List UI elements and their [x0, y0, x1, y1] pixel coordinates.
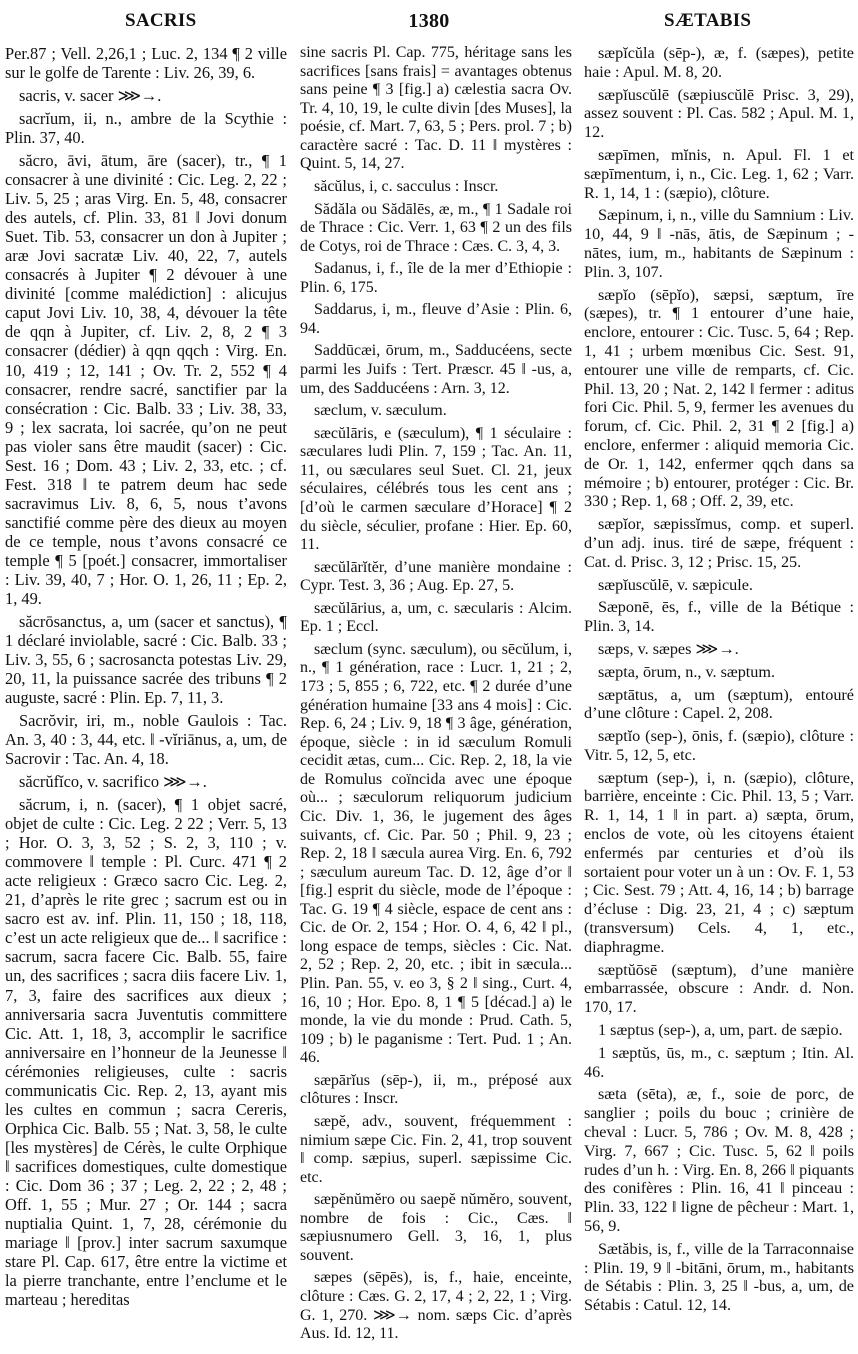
dictionary-entry: sæclum, v. sæculum. — [314, 402, 447, 420]
dictionary-entry: sæpĕnŭmĕro ou saepĕ nŭmĕro, souvent, nombre de fois : Cic., Cæs. ‖ sæpiusnumero Gell. 3, 16, 1, plus souvent. — [300, 1191, 572, 1264]
dictionary-entry: sæcŭlārius, a, um, c. sæcularis : Alcim. Ep. 1 ; Eccl. — [300, 599, 572, 636]
dictionary-entry: sæpīmen, mĭnis, n. Apul. Fl. 1 et sæpīmentum, i, n., Cic. Leg. 1, 62 ; Varr. R. 1, 14, 1 : (sæpio), clôture. — [584, 145, 854, 202]
dictionary-entry: Sadanus, i, f., île de la mer d’Ethiopie : Plin. 6, 175. — [300, 260, 572, 296]
dictionary-entry: sæpes (sēpēs), is, f., haie, enceinte, clôture : Cæs. G. 2, 17, 4 ; 2, 22, 1 ; Virg. G. 1, 270. ⋙→ nom. sæps Cic. d’après Aus. Id. 12, 11. — [300, 1269, 572, 1343]
dictionary-entry: sæpĭo (sēpĭo), sæpsi, sæptum, īre (sæpes), tr. ¶ 1 entourer d’une haie, enclore, entourer : Cic. Tusc. 5, 64 ; Rep. 1, 41 ; urbem mœnibus Cic. Sest. 91, entourer une ville de remparts, cf. Cic. Phil. 13, 20 ; Nat. 2, 142 ‖ fermer : aditus fori Cic. Phil. 5, 9, fermer les avenues du forum, cf. Cic. Phil. 2, 31 ¶ 2 [fig.] a) enclore, enfermer : aliquid memoria Cic. de Or. 1, 142, enfermer qqch dans sa mémoire ; b) entourer, protéger : Cic. Br. 330 ; Rep. 1, 68 ; Off. 2, 39, etc. — [584, 285, 854, 511]
dictionary-entry: sæptĭo (sep-), ōnis, f. (sæpio), clôture : Vitr. 5, 12, 5, etc. — [584, 727, 854, 764]
column-1 — [5, 44, 287, 1313]
dictionary-entry: sæta (sēta), æ, f., soie de porc, de sanglier ; poils du bouc ; crinière de cheval : Lucr. 5, 786 ; Ov. M. 8, 428 ; Virg. 7, 667 ; Cic. Tusc. 5, 62 ‖ poils rudes d’un h. : Virg. En. 8, 266 ‖ piquants des conifères : Plin. 16, 41 ‖ pinceau : Plin. 33, 122 ‖ ligne de pêcheur : Mart. 1, 56, 9. — [584, 1085, 854, 1236]
dictionary-entry: sæptātus, a, um (sæptum), entouré d’une clôture : Capel. 2, 208. — [584, 685, 854, 723]
running-head-right: SÆTABIS — [664, 10, 752, 31]
dictionary-entry: sæpĕ, adv., souvent, fréquemment : nimium sæpe Cic. Fin. 2, 41, trop souvent ‖ comp. sæpius, superl. sæpissime Cic. etc. — [300, 1112, 572, 1186]
dictionary-entry: Per.87 ; Vell. 2,26,1 ; Luc. 2, 134 ¶ 2 ville sur le golfe de Tarente : Liv. 26, 39, 6. — [5, 44, 287, 83]
dictionary-entry: Sacrŏvir, iri, m., noble Gaulois : Tac. An. 3, 40 : 3, 44, etc. ‖ -vĭriānus, a, um, de Sacrovir : Tac. An. 4, 18. — [5, 711, 287, 769]
dictionary-entry: sæpārĭus (sēp-), ii, m., préposé aux clôtures : Inscr. — [300, 1071, 572, 1108]
dictionary-entry: Sæponē, ēs, f., ville de la Bétique : Plin. 3, 14. — [584, 598, 854, 636]
page-number: 1380 — [408, 10, 450, 32]
dictionary-entry: săcro, āvi, ātum, āre (sacer), tr., ¶ 1 consacrer à une divinité : Cic. Leg. 2, 22 ; Liv. 5, 25 ; aras Virg. En. 5, 48, consacrer des autels, cf. Plin. 33, 81 ‖ Jovi donum Suet. Tib. 53, consacrer un don à Jupiter ; aræ Jovi sacratæ Liv. 40, 22, 7, autels consacrés à Jupiter ¶ 2 dévouer à une divinité [comme malédiction] : alicujus caput Jovi Liv. 10, 38, 4, dévouer la tête de qqn à Jupiter, cf. Liv. 2, 8, 2 ¶ 3 consacrer (dédier) à qqn qqch : Virg. En. 10, 419 ; 12, 141 ; Ov. Tr. 2, 552 ¶ 4 consacrer, rendre sacré, sanctifier par la consécration : Cic. Balb. 33 ; Liv. 38, 33, 9 ; lex sacrata, loi sacrée, qu’on ne peut pas violer sans être maudit (sacer) : Cic. Sest. 16 ; Dom. 43 ; Liv. 2, 33, etc. ; cf. Fest. 318 ‖ te patrem deum hac sede sacravimus Liv. 8, 6, 5, nous t’avons sanctifié comme père des dieux au moyen de ce temple, nous t’avons consacré ce temple ¶ 5 [poét.] consacrer, immortaliser : Liv. 39, 40, 7 ; Hor. O. 1, 26, 11 ; Ep. 2, 1, 49. — [5, 151, 287, 608]
dictionary-entry: sæptŭōsē (sæptum), d’une manière embarrassée, obscure : Andr. d. Non. 170, 17. — [584, 960, 854, 1017]
running-head-left: SACRIS — [125, 10, 197, 31]
dictionary-entry: sine sacris Pl. Cap. 775, héritage sans les sacrifices [sans frais] = avantages obtenus sans peine ¶ 3 [fig.] a) cælestia sacra Ov. Tr. 4, 10, 19, le culte divin [des Muses], la poésie, cf. Mart. 7, 63, 5 ; Pers. prol. 7 ; b) caractère sacré : Tac. D. 11 ‖ mystères : Quint. 5, 14, 27. — [300, 44, 572, 173]
dictionary-entry: sæcŭlārĭtĕr, d’une manière mondaine : Cypr. Test. 3, 36 ; Aug. Ep. 27, 5. — [300, 558, 572, 595]
dictionary-entry: săcrōsanctus, a, um (sacer et sanctus), ¶ 1 déclaré inviolable, sacré : Cic. Balb. 33 ; Liv. 3, 55, 6 ; sacrosancta potestas Liv. 29, 20, 11, la puissance sacrée des tribuns ¶ 2 auguste, sacré : Plin. Ep. 7, 11, 3. — [5, 611, 287, 708]
dictionary-entry: sacris, v. sacer ⋙→. — [19, 86, 162, 106]
dictionary-entry: săcrŭfĭco, v. sacrifico ⋙→. — [19, 772, 207, 792]
page-header — [0, 6, 858, 38]
dictionary-entry: săcrum, i, n. (sacer), ¶ 1 objet sacré, objet de culte : Cic. Leg. 2 22 ; Verr. 5, 13 ; Hor. O. 3, 3, 52 ; S. 2, 3, 110 ; v. commovere ‖ temple : Pl. Curc. 471 ¶ 2 acte religieux : Græco sacro Cic. Leg. 2, 21, d’après le rite grec ; sacrum est ou in sacro est av. inf. Plin. 11, 150 ; 18, 118, c’est un acte religieux que de... ‖ sacrifice : sacrum, sacra facere Cic. Balb. 55, faire un, des sacrifices ; sacra diis facere Liv. 1, 7, 3, faire des sacrifices aux dieux ; anniversaria sacra Juventutis committere Cic. Att. 1, 18, 3, accomplir le sacrifice anniversaire en l’honneur de la Jeunesse ‖ cérémonies religieuses, culte : sacris communicatis Cic. Rep. 2, 13, ayant mis les cultes en commun ; sacra Cereris, Orphica Cic. Balb. 55 ; Nat. 3, 58, le culte [les mystères] de Cérès, le culte Orphique ‖ sacrifices domestiques, culte domestique : Cic. Dom 36 ; 37 ; Leg. 2, 22 ; 2, 48 ; Off. 1, 55 ; Mur. 27 ; Or. 144 ; sacra nuptialia Quint. 1, 7, 28, cérémonie du mariage ‖ [prov.] inter sacrum saxumque stare Pl. Cap. 617, être entre la victime et la pierre tranchante, entre l’enclume et le marteau ; hereditas — [5, 795, 287, 1309]
dictionary-entry: sæclum (sync. sæculum), ou sēcŭlum, i, n., ¶ 1 génération, race : Lucr. 1, 21 ; 2, 173 ; 5, 855 ; 6, 722, etc. ¶ 2 durée d’une génération humaine [33 ans 4 mois] : Cic. Rep. 6, 24 ; Liv. 9, 18 ¶ 3 âge, génération, époque, siècle : in id sæculum Romuli cecidit ætas, cum... Cic. Rep. 2, 18, la vie de Romulus coïncida avec une époque où... ; sæculorum reliquorum judicium Cic. Div. 1, 36, le jugement des âges suivants, cf. Cic. Par. 50 ; Phil. 9, 23 ; Rep. 2, 18 ‖ sæcula aurea Virg. En. 6, 792 ; sæculum aureum Tac. D. 12, âge d’or ‖ [fig.] esprit du siècle, mode de l’époque : Tac. G. 19 ¶ 4 siècle, espace de cent ans : Cic. de Or. 2, 154 ; Hor. O. 4, 6, 42 ‖ pl., long espace de temps, siècles : Cic. Nat. 2, 52 ; Rep. 2, 20, etc. ; ibit in sæcula... Plin. Pan. 55, v. eo 3, § 2 ‖ sing., Curt. 4, 16, 10 ; Hor. Epo. 8, 1 ¶ 5 [décad.] a) le monde, la vie du monde : Prud. Cath. 5, 109 ; b) le paganisme : Tert. Pud. 1 ; An. 46. — [300, 640, 572, 1067]
column-3 — [584, 44, 854, 1319]
dictionary-entry: sæpta, ōrum, n., v. sæptum. — [598, 662, 776, 681]
dictionary-entry: 1 sæptŭs, ūs, m., c. sæptum ; Itin. Al. 46. — [584, 1043, 854, 1081]
dictionary-entry: Saddarus, i, m., fleuve d’Asie : Plin. 6, 94. — [300, 301, 572, 337]
dictionary-entry: sæcŭlāris, e (sæculum), ¶ 1 séculaire : sæculares ludi Plin. 7, 159 ; Tac. An. 11, 11, ou sæculares seul Suet. Cl. 21, jeux séculaires, célébrés tous les cent ans ; [d’où le carmen sæculare d’Horace] ¶ 2 du siècle, séculier, profane : Hier. Ep. 60, 11. — [300, 424, 572, 554]
dictionary-entry: Sætăbis, is, f., ville de la Tarraconnaise : Plin. 19, 9 ‖ -bitāni, ōrum, m., habitants de Sétabis : Plin. 3, 25 ‖ -bus, a, um, de Sétabis : Catul. 12, 14. — [584, 1239, 854, 1315]
dictionary-entry: săcŭlus, i, c. sacculus : Inscr. — [314, 177, 499, 195]
dictionary-entry: sæpĭuscŭlē (sæpiuscŭlē Prisc. 3, 29), assez souvent : Pl. Cas. 582 ; Apul. M. 1, 12. — [584, 85, 854, 142]
dictionary-entry: Sæpinum, i, n., ville du Samnium : Liv. 10, 44, 9 ‖ -nās, ātis, de Sæpinum ; -nātes, ium, m., habitants de Sæpinum : Plin. 3, 107. — [584, 206, 854, 281]
dictionary-entry: sæpĭuscŭlē, v. sæpicule. — [598, 575, 753, 594]
dictionary-entry: sæpĭcŭla (sēp-), æ, f. (sæpes), petite haie : Apul. M. 8, 20. — [584, 44, 854, 81]
dictionary-entry: Sădăla ou Sădālēs, æ, m., ¶ 1 Sadale roi de Thrace : Cic. Verr. 1, 63 ¶ 2 un des fils de Cotys, roi de Thrace : Cæs. C. 3, 4, 3. — [300, 200, 572, 255]
dictionary-entry: Saddūcæi, ōrum, m., Sadducéens, secte parmi les Juifs : Tert. Præscr. 45 ‖ -us, a, um, des Sadducéens : Arn. 3, 12. — [300, 342, 572, 397]
column-2 — [300, 44, 572, 1348]
dictionary-entry: sæpĭor, sæpissĭmus, comp. et superl. d’un adj. inus. tiré de sæpe, fréquent : Cat. d. Prisc. 3, 12 ; Prisc. 15, 25. — [584, 515, 854, 571]
dictionary-entry: sæps, v. sæpes ⋙→. — [598, 639, 739, 658]
dictionary-entry: 1 sæptus (sep-), a, um, part. de sæpio. — [598, 1021, 843, 1040]
dictionary-entry: sacrĭum, ii, n., ambre de la Scythie : Plin. 37, 40. — [5, 109, 287, 148]
dictionary-entry: sæptum (sep-), i, n. (sæpio), clôture, barrière, enceinte : Cic. Phil. 13, 5 ; Varr. R. 1, 14, 1 ‖ in part. a) sæpta, ōrum, enclos de vote, où les citoyens étaient enfermés par centuries et d’où ils sortaient pour voter un à un : Ov. F. 1, 53 ; Cic. Sest. 79 ; Att. 4, 16, 14 ; b) barrage d’écluse : Dig. 23, 21, 4 ; c) sæptum (transversum) Cels. 4, 1, etc., diaphragme. — [584, 768, 854, 956]
